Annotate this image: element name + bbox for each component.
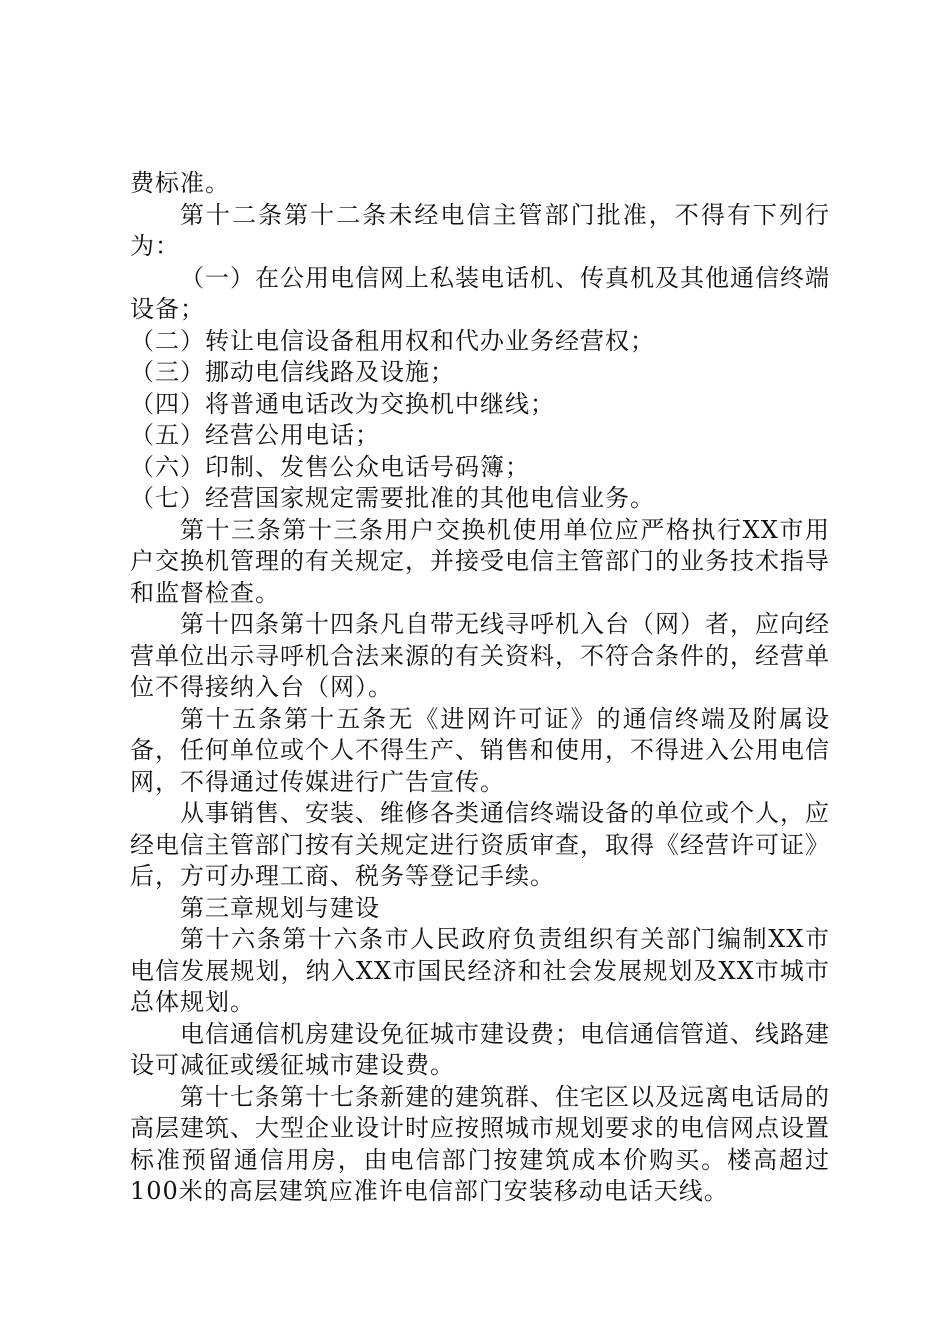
article-12-item-2: （二）转让电信设备租用权和代办业务经营权； [130, 326, 655, 355]
article-16-paragraph-2: 电信通信机房建设免征城市建设费；电信通信管道、线路建设可减征或缓征城市建设费。 [130, 1019, 830, 1079]
article-14: 第十四条第十四条凡自带无线寻呼机入台（网）者，应向经营单位出示寻呼机合法来源的有关资料，不符合条件的，经营单位不得接纳入台（网）。 [130, 610, 830, 701]
article-15: 第十五条第十五条无《进网许可证》的通信终端及附属设备，任何单位或个人不得生产、销售和使用，不得进入公用电信网，不得通过传媒进行广告宣传。 [130, 704, 830, 796]
article-15-paragraph-2: 从事销售、安装、维修各类通信终端设备的单位或个人，应经电信主管部门按有关规定进行资质审查，取得《经营许可证》后，方可办理工商、税务等登记手续。 [130, 799, 830, 890]
document-body [130, 168, 830, 1208]
article-17: 第十七条第十七条新建的建筑群、住宅区以及远离电话局的高层建筑、大型企业设计时应按照城市规划要求的电信网点设置标准预留通信用房，由电信部门按建筑成本价购买。楼高超过100米的高层建筑应准许电信部门安装移动电话天线。 [130, 1082, 830, 1205]
article-12-item-7: （七）经营国家规定需要批准的其他电信业务。 [130, 484, 655, 512]
article-12-item-4: （四）将普通电话改为交换机中继线； [130, 389, 555, 418]
article-12-item-6: （六）印制、发售公众电话号码簿； [130, 452, 530, 481]
article-16: 第十六条第十六条市人民政府负责组织有关部门编制XX市电信发展规划，纳入XX市国民经济和社会发展规划及XX市城市总体规划。 [130, 925, 830, 1016]
article-13: 第十三条第十三条用户交换机使用单位应严格执行XX市用户交换机管理的有关规定，并接受电信主管部门的业务技术指导和监督检查。 [130, 515, 830, 607]
article-12-item-3: （三）挪动电信线路及设施； [130, 358, 455, 386]
article-12-item-5: （五）经营公用电话； [130, 421, 380, 449]
chapter-3-heading: 第三章规划与建设 [180, 893, 380, 922]
paragraph-fee-standard: 费标准。 [130, 169, 230, 197]
article-12: 第十二条第十二条未经电信主管部门批准，不得有下列行为： [130, 200, 830, 260]
article-12-item-1: （一）在公用电信网上私装电话机、传真机及其他通信终端设备； [130, 263, 830, 323]
